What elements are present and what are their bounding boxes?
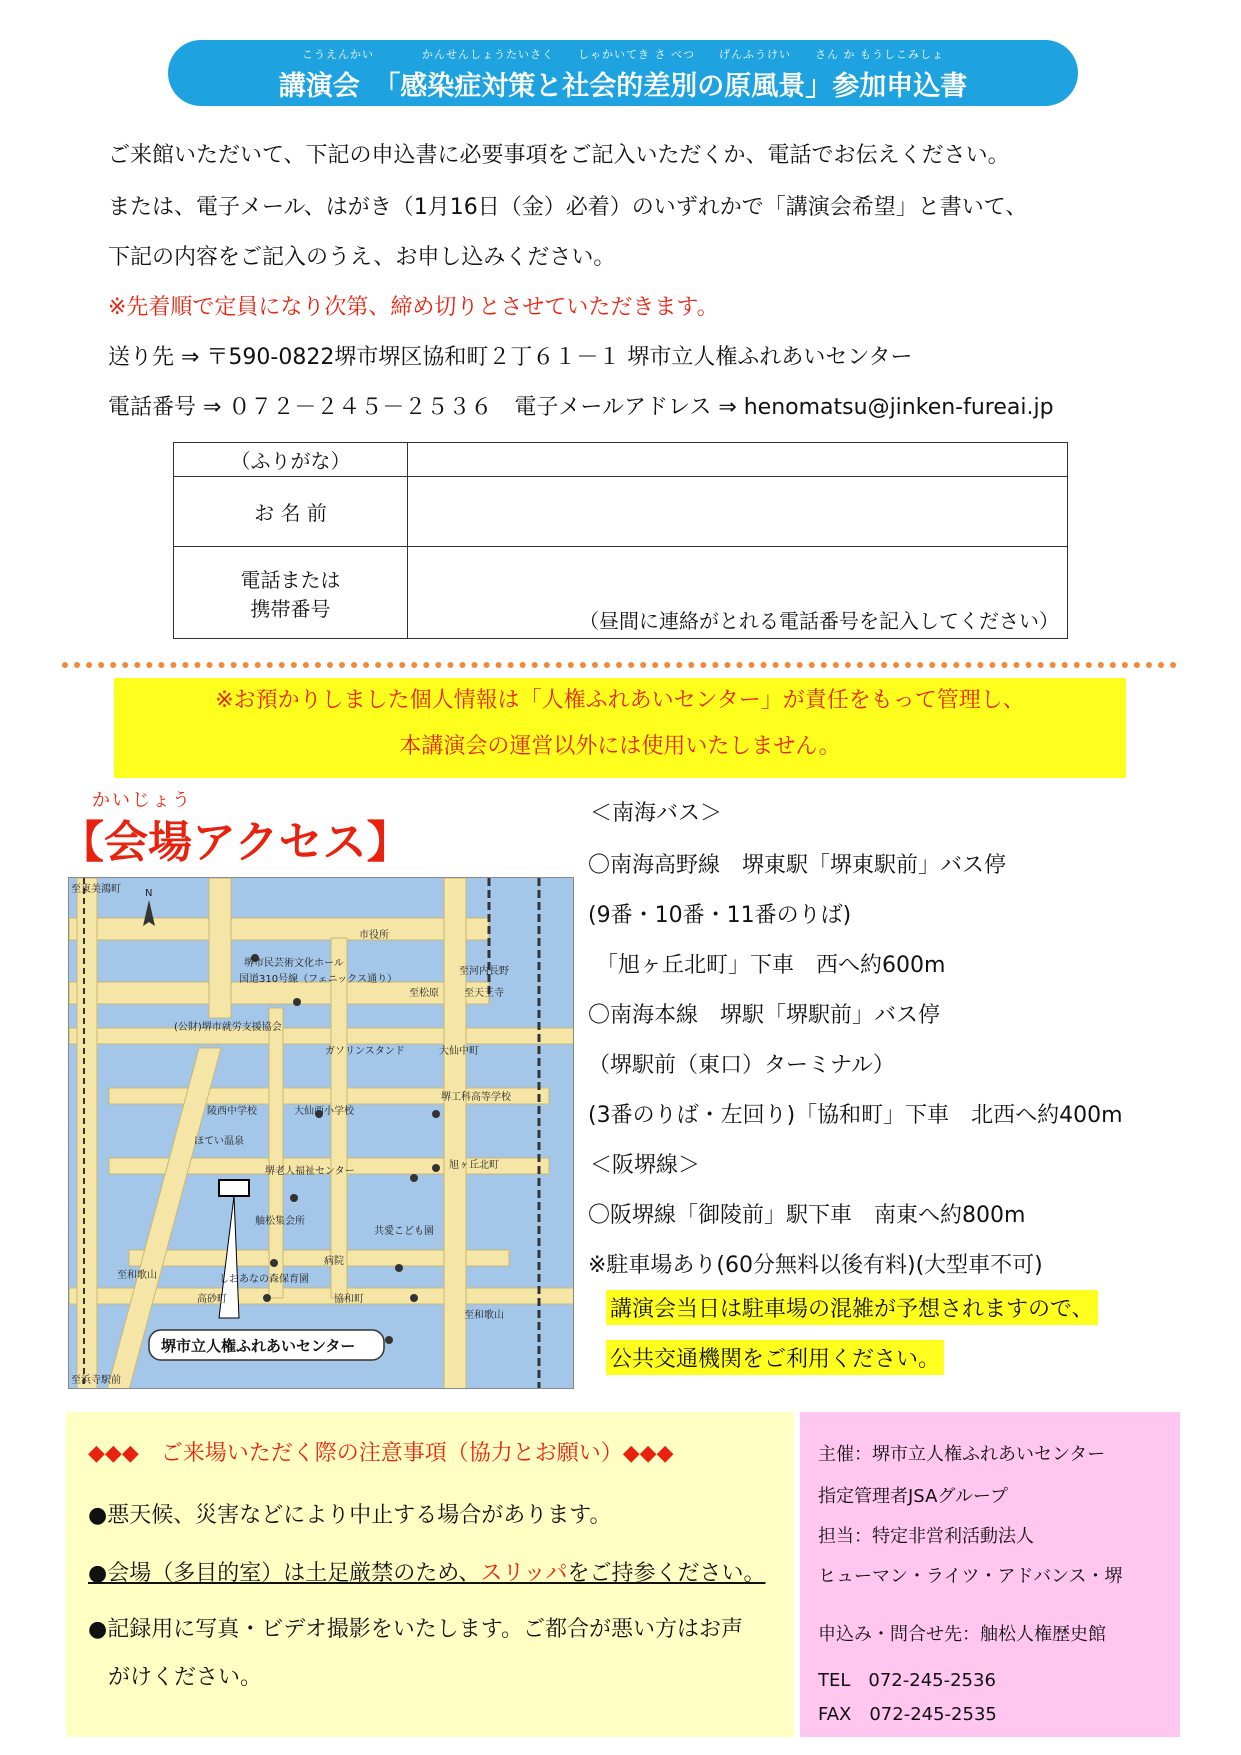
map-label-daisen-sho: 大仙西小学校 bbox=[294, 1106, 354, 1117]
org-host: 主催：堺市立人権ふれあいセンター bbox=[818, 1444, 1106, 1465]
phone-label-a: 電話または bbox=[240, 567, 341, 592]
road-left bbox=[77, 878, 97, 1389]
note-2 bbox=[88, 1556, 765, 1587]
note-2-c: をご持参ください。 bbox=[567, 1561, 766, 1586]
map-label-route310: 国道310号線（フェニックス通り） bbox=[239, 974, 398, 985]
bus-route-1-stop: 「旭ヶ丘北町」下車 西へ約600m bbox=[596, 953, 946, 978]
map-label-shiyakusho: 市役所 bbox=[359, 930, 389, 941]
map-label-shioana: しおあなの森保育園 bbox=[219, 1274, 309, 1285]
org-charge: 担当：特定非営利活動法人 bbox=[818, 1526, 1034, 1547]
furigana-label: （ふりがな） bbox=[174, 443, 408, 477]
map-label-tennoji: 至天王寺 bbox=[464, 988, 504, 999]
phone-label bbox=[174, 547, 408, 639]
map-label-shien: (公財)堺市就労支援協会 bbox=[174, 1022, 282, 1033]
bus-route-2-stop: (3番のりば・左回り)「協和町」下車 北西へ約400m bbox=[588, 1103, 1123, 1128]
phone-hint: （昼間に連絡がとれる電話番号を記入してください） bbox=[579, 609, 1059, 633]
road-upper bbox=[69, 1028, 574, 1044]
privacy-line-2: 本講演会の運営以外には使用いたしません。 bbox=[399, 734, 841, 759]
note-2-slipper: スリッパ bbox=[480, 1561, 568, 1586]
road-fuchu bbox=[444, 878, 466, 1389]
bus-route-2: 〇南海本線 堺駅「堺駅前」バス停 bbox=[588, 1003, 941, 1028]
map-label-asahi: 旭ヶ丘北町 bbox=[449, 1160, 499, 1171]
hankai-route: 〇阪堺線「御陵前」駅下車 南東へ約800m bbox=[588, 1203, 1026, 1228]
map-label-matsubara: 至松原 bbox=[409, 988, 439, 999]
map-label-hospital: 病院 bbox=[324, 1256, 344, 1267]
map-label-daisen-naka: 大仙中町 bbox=[439, 1046, 479, 1057]
map-label-takasago: 高砂町 bbox=[197, 1294, 227, 1305]
map-label-hamadera: 至浜寺駅前 bbox=[71, 1375, 121, 1386]
org-fax: FAX 072-245-2535 bbox=[818, 1704, 997, 1725]
org-apply: 申込み・問合せ先：舳松人権歴史館 bbox=[818, 1624, 1106, 1645]
venue-callout-label: 堺市立人権ふれあいセンター bbox=[161, 1337, 356, 1355]
access-map bbox=[68, 877, 574, 1389]
title-ruby: こうえんかい かんせんしょうたいさく しゃかいてき さ べつ げんふうけい さん か もうしこみしょ bbox=[302, 48, 944, 61]
map-label-gas: ガソリンスタンド bbox=[325, 1046, 405, 1057]
road-v2 bbox=[269, 1008, 283, 1298]
note-3a: ●記録用に写真・ビデオ撮影をいたします。ご都合が悪い方はお声 bbox=[88, 1617, 743, 1642]
name-label: お 名 前 bbox=[174, 477, 408, 547]
road-top bbox=[69, 918, 489, 940]
contact-info: 電話番号 ⇒ ０７２－２４５－２５３６ 電子メールアドレス ⇒ henomatsu@jinken-fureai.jp bbox=[108, 395, 1054, 420]
phone-label-b: 携帯番号 bbox=[250, 596, 331, 621]
note-3b: がけください。 bbox=[108, 1665, 263, 1690]
bus-route-2-terminal: （堺駅前（東口）ターミナル） bbox=[588, 1053, 895, 1078]
map-label-minsho: 堺市民芸術文化ホール bbox=[244, 958, 344, 969]
intro-line-2: または、電子メール、はがき（1月16日（金）必着）のいずれかで「講演会希望」と書いて、 bbox=[108, 195, 1028, 220]
map-label-rojin: 堺老人福祉センター bbox=[265, 1166, 355, 1177]
hankai-heading: ＜阪堺線＞ bbox=[590, 1153, 701, 1178]
nankai-bus-heading: ＜南海バス＞ bbox=[590, 801, 723, 826]
notes-box bbox=[66, 1412, 794, 1737]
parking-note-2: 公共交通機関をご利用ください。 bbox=[606, 1340, 944, 1375]
bus-route-1: 〇南海高野線 堺東駅「堺東駅前」バス停 bbox=[588, 853, 1007, 878]
mail-address: 送り先 ⇒ 〒590-0822堺市堺区協和町２丁６１－１ 堺市立人権ふれあいセンター bbox=[108, 345, 913, 370]
venue-marker bbox=[219, 1180, 249, 1196]
intro-line-1: ご来館いただいて、下記の申込書に必要事項をご記入いただくか、電話でお伝えください。 bbox=[108, 143, 1010, 168]
name-field[interactable] bbox=[408, 477, 1068, 547]
map-label-kyosei: 共愛こども園 bbox=[374, 1226, 434, 1237]
road-hanshin bbox=[209, 878, 231, 1018]
dotted-divider bbox=[62, 662, 1177, 668]
access-title: 【会場アクセス】 bbox=[60, 817, 411, 868]
map-label-wakayama2: 至和歌山 bbox=[117, 1270, 157, 1281]
map-graphic bbox=[69, 878, 574, 1389]
phone-field[interactable] bbox=[408, 547, 1068, 639]
note-1: ●悪天候、災害などにより中止する場合があります。 bbox=[88, 1503, 612, 1528]
access-ruby: かいじょう bbox=[92, 790, 192, 811]
map-label-naka: 至河内長野 bbox=[459, 966, 509, 977]
deadline-notice: ※先着順で定員になり次第、締め切りとさせていただきます。 bbox=[108, 295, 719, 320]
map-label-wakayama: 至和歌山 bbox=[464, 1310, 504, 1321]
bus-route-1-platform: (9番・10番・11番のりば) bbox=[588, 903, 852, 928]
furigana-field[interactable] bbox=[408, 443, 1068, 477]
map-label-sakai-kogyo: 堺工科高等学校 bbox=[441, 1092, 511, 1103]
privacy-notice bbox=[114, 678, 1126, 778]
parking-note-1: 講演会当日は駐車場の混雑が予想されますので、 bbox=[606, 1290, 1098, 1325]
map-label-henomatsu: 舳松集会所 bbox=[255, 1216, 305, 1227]
organizer-box bbox=[800, 1412, 1180, 1737]
map-label-kyowa: 協和町 bbox=[334, 1294, 364, 1305]
application-form bbox=[173, 442, 1068, 639]
parking-info: ※駐車場あり(60分無料以後有料)(大型車不可) bbox=[588, 1253, 1043, 1278]
notes-heading: ◆◆◆ ご来場いただく際の注意事項（協力とお願い）◆◆◆ bbox=[88, 1441, 674, 1466]
note-2-a: ●会場（多目的室）は土足厳禁のため、 bbox=[88, 1561, 481, 1586]
page-title: 講演会 「感染症対策と社会的差別の原風景」参加申込書 bbox=[278, 71, 968, 102]
privacy-line-1: ※お預かりしました個人情報は「人権ふれあいセンター」が責任をもって管理し、 bbox=[215, 688, 1025, 713]
map-label-hotei: ほてい温泉 bbox=[194, 1136, 244, 1147]
map-label-kanshi: 陵西中学校 bbox=[207, 1106, 257, 1117]
org-manager: 指定管理者JSAグループ bbox=[818, 1486, 1008, 1507]
intro-line-3: 下記の内容をご記入のうえ、お申し込みください。 bbox=[108, 245, 616, 270]
org-tel: TEL 072-245-2536 bbox=[818, 1670, 996, 1691]
map-label-higashi-bicho: 至東美鴻町 bbox=[71, 884, 121, 895]
org-name: ヒューマン・ライツ・アドバンス・堺 bbox=[818, 1566, 1123, 1587]
road-v1 bbox=[331, 938, 347, 1298]
title-bar bbox=[168, 40, 1078, 106]
map-label-north: N bbox=[145, 888, 153, 899]
